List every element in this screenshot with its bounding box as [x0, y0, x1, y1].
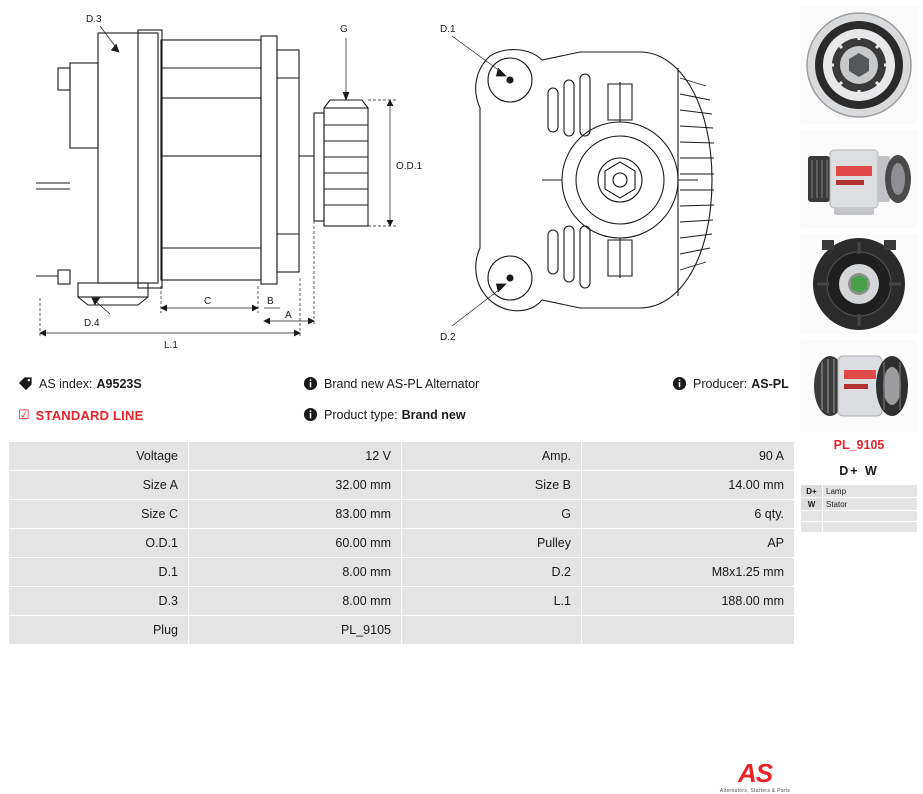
dim-label-d2: D.2	[440, 332, 456, 343]
terminal-pin-table	[800, 484, 918, 533]
spec-key: Plug	[9, 616, 189, 645]
as-index-row	[18, 376, 142, 391]
standard-line-label: STANDARD LINE	[35, 407, 144, 423]
pin-desc: Stator	[823, 498, 918, 511]
producer-row	[672, 376, 789, 391]
dim-label-d4: D.4	[84, 318, 100, 329]
spec-key: Size B	[402, 471, 582, 500]
product-photo-angle[interactable]	[800, 340, 918, 432]
table-row	[9, 529, 795, 558]
product-photo-column	[800, 6, 918, 533]
spec-value: 8.00 mm	[189, 558, 402, 587]
spec-value: 12 V	[189, 442, 402, 471]
dim-label-b: B	[267, 296, 274, 307]
spec-value-empty	[582, 616, 795, 645]
alternator-front-view-drawing	[430, 8, 760, 353]
table-row	[9, 500, 795, 529]
pin-empty	[823, 511, 918, 522]
dim-label-a: A	[285, 310, 292, 321]
spec-key: O.D.1	[9, 529, 189, 558]
producer-label: Producer:	[693, 376, 748, 391]
spec-key: D.2	[402, 558, 582, 587]
dim-label-d1: D.1	[440, 24, 456, 35]
spec-value: PL_9105	[189, 616, 402, 645]
tag-icon	[18, 376, 33, 391]
info-icon	[303, 407, 318, 422]
table-row	[801, 485, 918, 498]
alternator-side-view-drawing	[18, 8, 428, 353]
spec-value: 188.00 mm	[582, 587, 795, 616]
technical-drawings	[0, 0, 795, 355]
spec-value: M8x1.25 mm	[582, 558, 795, 587]
spec-value: AP	[582, 529, 795, 558]
producer-value: AS-PL	[751, 376, 789, 391]
spec-key: Amp.	[402, 442, 582, 471]
plug-code-label: PL_9105	[833, 438, 885, 452]
table-row	[9, 471, 795, 500]
table-row	[801, 511, 918, 522]
table-row	[9, 616, 795, 645]
spec-value: 60.00 mm	[189, 529, 402, 558]
brand-row	[303, 376, 479, 391]
spec-value: 6 qty.	[582, 500, 795, 529]
spec-value: 14.00 mm	[582, 471, 795, 500]
logo-mark: AS	[737, 758, 773, 788]
dim-label-c: C	[204, 296, 212, 307]
table-row	[801, 498, 918, 511]
spec-key: D.3	[9, 587, 189, 616]
pin-desc: Lamp	[823, 485, 918, 498]
product-type-row	[303, 407, 466, 422]
spec-key: Pulley	[402, 529, 582, 558]
spec-key-empty	[402, 616, 582, 645]
table-row	[801, 522, 918, 533]
logo-subtitle: Alternators, Starters & Parts	[719, 788, 791, 794]
table-row	[9, 442, 795, 471]
terminal-title: D+ W	[839, 464, 879, 478]
spec-value: 8.00 mm	[189, 587, 402, 616]
pin-empty	[801, 522, 823, 533]
dim-label-od1: O.D.1	[396, 161, 423, 172]
dim-label-g: G	[340, 24, 348, 35]
checkbox-icon: ☑	[18, 407, 30, 422]
pin-empty	[801, 511, 823, 522]
spec-value: 32.00 mm	[189, 471, 402, 500]
pin-code: W	[801, 498, 823, 511]
brand-text: Brand new AS-PL Alternator	[324, 376, 480, 391]
spec-key: Size C	[9, 500, 189, 529]
spec-value: 90 A	[582, 442, 795, 471]
product-type-value: Brand new	[401, 407, 466, 422]
table-row	[9, 587, 795, 616]
table-row	[9, 558, 795, 587]
as-index-label: AS index:	[39, 376, 93, 391]
specifications-table	[8, 441, 795, 645]
spec-value: 83.00 mm	[189, 500, 402, 529]
product-photo-front[interactable]	[800, 6, 918, 124]
info-icon	[672, 376, 687, 391]
spec-key: D.1	[9, 558, 189, 587]
product-photo-rear[interactable]	[800, 234, 918, 334]
dim-label-l1: L.1	[164, 340, 178, 351]
info-icon	[303, 376, 318, 391]
spec-key: L.1	[402, 587, 582, 616]
standard-line-row	[18, 407, 143, 423]
pin-code: D+	[801, 485, 823, 498]
dim-label-d3: D.3	[86, 14, 102, 25]
spec-key: Size A	[9, 471, 189, 500]
product-photo-side[interactable]	[800, 130, 918, 228]
pin-empty	[823, 522, 918, 533]
as-index-value: A9523S	[96, 376, 142, 391]
spec-key: G	[402, 500, 582, 529]
as-pl-logo	[715, 760, 795, 794]
spec-key: Voltage	[9, 442, 189, 471]
product-type-label: Product type:	[324, 407, 398, 422]
